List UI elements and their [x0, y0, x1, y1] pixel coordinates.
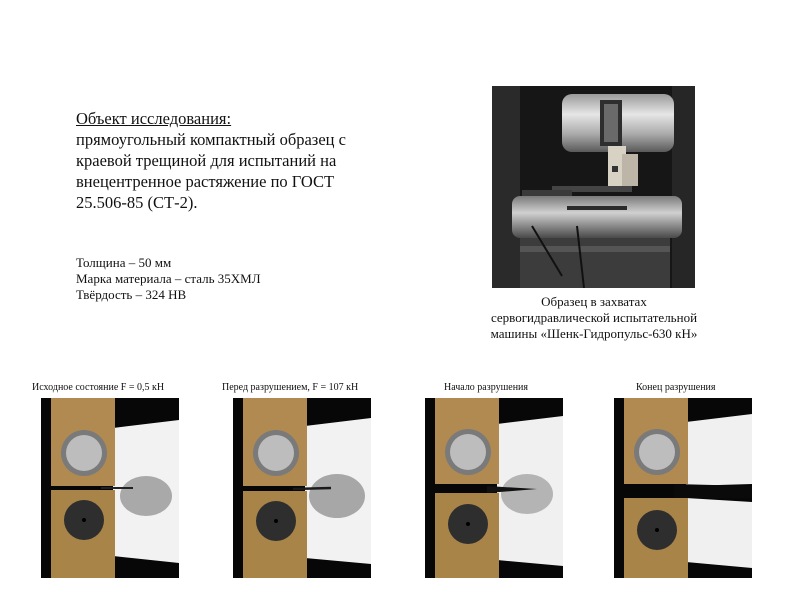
machine-caption-line-3: машины «Шенк-Гидропульс-630 кН» [490, 326, 698, 341]
specimen-fracture-start-illustration [425, 398, 563, 578]
object-line-4: 25.506-85 (СТ-2). [76, 193, 198, 212]
object-line-2: краевой трещиной для испытаний на [76, 151, 337, 170]
stage-label-fracture-end: Конец разрушения [636, 382, 716, 393]
spec-thickness: Толщина – 50 мм [76, 255, 172, 270]
machine-caption-line-1: Образец в захватах [541, 294, 647, 309]
stage-label-before-fracture: Перед разрушением, F = 107 кН [222, 382, 359, 393]
object-line-1: прямоугольный компактный образец с [76, 130, 346, 149]
specimen-initial-illustration [41, 398, 179, 578]
specimen-specs [76, 255, 261, 303]
spec-material: Марка материала – сталь 35ХМЛ [76, 271, 261, 286]
spec-hardness: Твёрдость – 324 НВ [76, 287, 187, 302]
stage-photo-fracture-start [425, 398, 563, 578]
specimen-before-fracture-illustration [233, 398, 371, 578]
stage-label-initial: Исходное состояние F = 0,5 кН [32, 382, 165, 393]
stage-label-fracture-start: Начало разрушения [444, 382, 529, 393]
specimen-fracture-end-illustration [614, 398, 752, 578]
object-heading: Объект исследования: [76, 109, 232, 128]
object-line-3: внецентренное растяжение по ГОСТ [76, 172, 335, 191]
machine-caption-line-2: сервогидравлической испытательной [490, 310, 698, 325]
machine-caption [460, 294, 728, 342]
stage-photo-before-fracture [233, 398, 371, 578]
stage-photo-fracture-end [614, 398, 752, 578]
object-description [76, 108, 416, 213]
machine-photo [492, 86, 695, 288]
stage-photo-initial [41, 398, 179, 578]
machine-illustration [492, 86, 695, 288]
